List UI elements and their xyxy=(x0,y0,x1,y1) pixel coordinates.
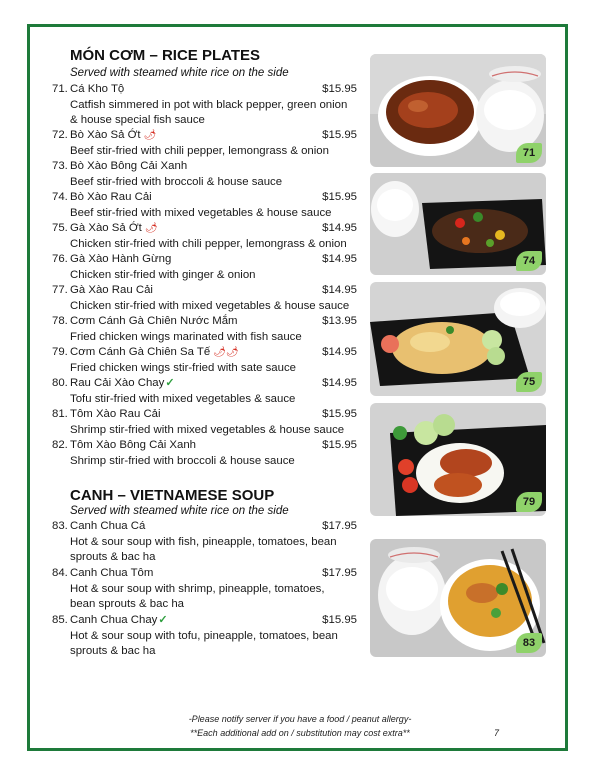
item-price: $13.95 xyxy=(322,315,357,327)
item-description: Hot & sour soup with fish, pineapple, tomatoes, bean xyxy=(70,535,337,548)
menu-item xyxy=(52,252,357,283)
item-price: $14.95 xyxy=(322,253,357,265)
item-name: Gà Xào Hành Gừng xyxy=(70,253,172,265)
item-description-cont: & house special fish sauce xyxy=(70,114,205,126)
item-name: Gà Xào Rau Cải xyxy=(70,284,153,296)
item-price: $15.95 xyxy=(322,408,357,420)
item-name: Canh Chua Chay✓ xyxy=(70,614,168,626)
item-description: Shrimp stir-fried with broccoli & house sauce xyxy=(70,454,295,467)
rice-plates-title: MÓN CƠM – RICE PLATES xyxy=(70,47,261,64)
item-description: Catfish simmered in pot with black pepper, green onion xyxy=(70,98,348,111)
item-name: Canh Chua Cá xyxy=(70,520,146,532)
item-description: Chicken stir-fried with chili pepper, lemongrass & onion xyxy=(70,237,347,250)
item-name: Tôm Xào Rau Cải xyxy=(70,408,161,420)
item-name: Cá Kho Tộ xyxy=(70,83,125,95)
item-description: Shrimp stir-fried with mixed vegetables & house sauce xyxy=(70,423,345,436)
item-number: 78. xyxy=(52,315,68,327)
menu-item xyxy=(52,613,357,660)
item-price: $15.95 xyxy=(322,614,357,626)
allergy-notice: -Please notify server if you have a food / peanut allergy- xyxy=(188,714,412,724)
item-price: $14.95 xyxy=(322,222,357,234)
chili-pepper-icon: 🌶 xyxy=(144,223,158,234)
item-name: Cơm Cánh Gà Chiên Sa Tế 🌶🌶 xyxy=(70,346,239,358)
menu-item xyxy=(52,190,357,221)
item-description: Hot & sour soup with shrimp, pineapple, tomatoes, xyxy=(70,582,325,595)
item-description-cont: sprouts & bac ha xyxy=(70,645,156,657)
soup-subtitle: Served with steamed white rice on the side xyxy=(70,505,289,517)
item-description: Beef stir-fried with chili pepper, lemongrass & onion xyxy=(70,144,329,157)
item-number: 71. xyxy=(52,83,68,95)
item-number: 74. xyxy=(52,191,68,203)
item-price: $14.95 xyxy=(322,377,357,389)
item-description: Beef stir-fried with broccoli & house sauce xyxy=(70,175,283,188)
item-number: 81. xyxy=(52,408,68,420)
item-description-cont: sprouts & bac ha xyxy=(70,551,156,563)
item-number: 80. xyxy=(52,377,68,389)
item-name: Bò Xào Rau Cải xyxy=(70,191,152,203)
item-description: Chicken stir-fried with mixed vegetables & house sauce xyxy=(70,299,350,312)
item-description-cont: bean sprouts & bac ha xyxy=(70,598,184,610)
item-number: 75. xyxy=(52,222,68,234)
item-price: $15.95 xyxy=(322,129,357,141)
dish-photo-75 xyxy=(370,282,546,396)
menu-item xyxy=(52,407,357,438)
menu-item xyxy=(52,345,357,376)
item-description: Fried chicken wings stir-fried with sate sauce xyxy=(70,361,296,374)
item-description: Hot & sour soup with tofu, pineapple, tomatoes, bean xyxy=(70,629,338,642)
item-name: Canh Chua Tôm xyxy=(70,567,154,579)
menu-item xyxy=(52,314,357,345)
dish-badge: 74 xyxy=(516,251,542,271)
item-number: 72. xyxy=(52,129,68,141)
item-number: 76. xyxy=(52,253,68,265)
item-price: $17.95 xyxy=(322,567,357,579)
dish-photo-83 xyxy=(370,539,546,657)
dish-badge: 79 xyxy=(516,492,542,512)
menu-item xyxy=(52,82,357,129)
menu-item xyxy=(52,376,357,407)
menu-item xyxy=(52,566,357,613)
menu-item xyxy=(52,128,357,159)
item-name: Rau Cải Xào Chay✓ xyxy=(70,377,175,389)
item-price: $17.95 xyxy=(322,520,357,532)
item-number: 83. xyxy=(52,520,68,532)
item-number: 82. xyxy=(52,439,68,451)
item-name: Cơm Cánh Gà Chiên Nước Mắm xyxy=(70,315,238,327)
substitution-notice: **Each additional add on / substitution may cost extra** xyxy=(190,728,410,738)
menu-item xyxy=(52,159,357,190)
item-number: 73. xyxy=(52,160,68,172)
item-number: 77. xyxy=(52,284,68,296)
rice-plates-subtitle: Served with steamed white rice on the side xyxy=(70,67,289,79)
chili-pepper-icon: 🌶🌶 xyxy=(213,347,239,358)
soup-title: CANH – VIETNAMESE SOUP xyxy=(70,487,275,504)
item-price: $14.95 xyxy=(322,346,357,358)
item-price: $14.95 xyxy=(322,284,357,296)
item-price: $15.95 xyxy=(322,439,357,451)
item-description: Chicken stir-fried with ginger & onion xyxy=(70,268,256,281)
item-price xyxy=(315,159,357,175)
chili-pepper-icon: 🌶 xyxy=(143,130,157,141)
vegetarian-check-icon: ✓ xyxy=(158,614,168,626)
item-name: Gà Xào Sả Ớt 🌶 xyxy=(70,222,158,234)
item-name: Bò Xào Bông Cải Xanh xyxy=(70,160,188,172)
item-number: 79. xyxy=(52,346,68,358)
item-price: $15.95 xyxy=(322,191,357,203)
page-number: 7 xyxy=(494,728,500,738)
menu-item xyxy=(52,519,357,566)
menu-item xyxy=(52,283,357,314)
item-description: Tofu stir-fried with mixed vegetables & sauce xyxy=(70,392,296,405)
item-number: 84. xyxy=(52,567,68,579)
vegetarian-check-icon: ✓ xyxy=(165,377,175,389)
dish-badge: 83 xyxy=(516,633,542,653)
menu-item xyxy=(52,438,357,469)
dish-badge: 71 xyxy=(516,143,542,163)
item-price: $15.95 xyxy=(322,83,357,95)
item-name: Tôm Xào Bông Cải Xanh xyxy=(70,439,197,451)
dish-photo-79 xyxy=(370,403,546,516)
item-number: 85. xyxy=(52,614,68,626)
dish-badge: 75 xyxy=(516,372,542,392)
dish-photo-74 xyxy=(370,173,546,275)
menu-item xyxy=(52,221,357,252)
item-description: Beef stir-fried with mixed vegetables & house sauce xyxy=(70,206,332,219)
item-description: Fried chicken wings marinated with fish sauce xyxy=(70,330,302,343)
dish-photo-71 xyxy=(370,54,546,167)
item-name: Bò Xào Sả Ớt 🌶 xyxy=(70,129,157,141)
